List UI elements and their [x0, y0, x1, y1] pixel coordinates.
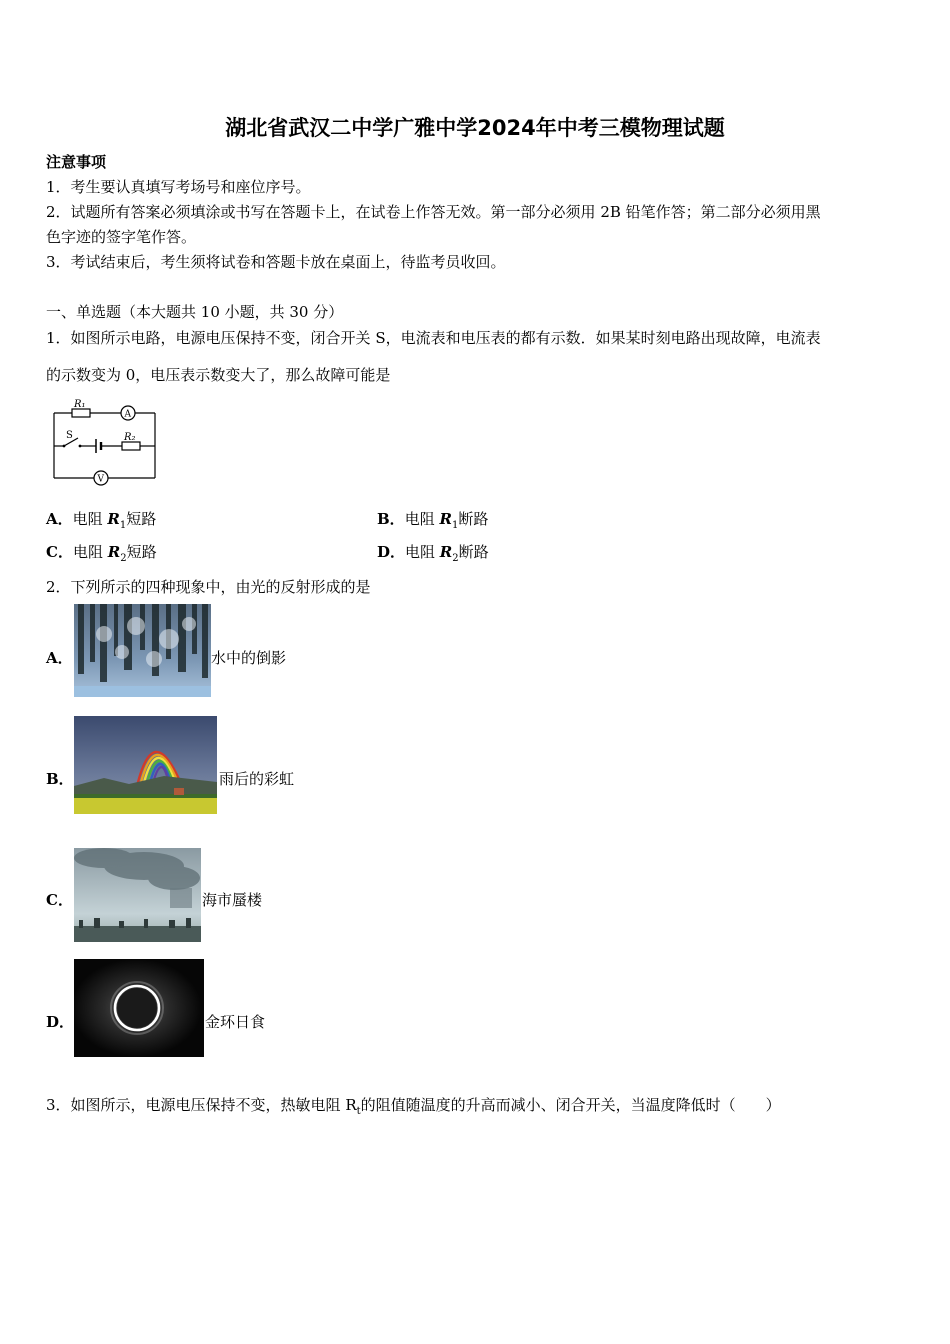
question-3-text: 3．如图所示，电源电压保持不变，热敏电阻 R: [46, 1096, 357, 1114]
resistor-symbol: R: [107, 510, 120, 528]
circuit-diagram: [48, 398, 163, 490]
reflection-photo[interactable]: [74, 604, 211, 697]
question-1-stem-cont: 的示数变为 0，电压表示数变大了，那么故障可能是: [46, 366, 391, 384]
notice-heading: 注意事项: [46, 153, 107, 171]
resistor-symbol: R: [439, 543, 453, 561]
option-text: 电阻: [72, 543, 108, 561]
voltmeter-label: V: [97, 474, 104, 485]
option-text: 短路: [126, 543, 157, 561]
resistor-subscript: 2: [120, 553, 127, 564]
resistor-subscript: 2: [452, 553, 459, 564]
question-3-text: 的阻值随温度的升高而减小、闭合开关，当温度降低时（ ）: [360, 1096, 781, 1114]
option-text: 电阻: [404, 510, 440, 528]
resistor-subscript: 1: [119, 520, 127, 531]
resistor-r2: [122, 442, 140, 450]
option-b-caption: 雨后的彩虹: [219, 770, 295, 788]
option-a-letter: A．: [46, 649, 73, 667]
page-title: 湖北省武汉二中学广雅中学2024年中考三模物理试题: [225, 116, 725, 140]
notice-item: 2．试题所有答案必须填涂或书写在答题卡上，在试卷上作答无效。第一部分必须用 2B 铅笔作答；第二部分必须用黑: [46, 203, 821, 221]
resistor-r1: [72, 409, 90, 417]
option-text: 断路: [458, 510, 489, 528]
option-letter: B．: [377, 510, 405, 528]
question-2-stem: 2．下列所示的四种现象中，由光的反射形成的是: [46, 578, 371, 596]
option-c-letter: C．: [46, 891, 73, 909]
notice-item: 1．考生要认真填写考场号和座位序号。: [46, 178, 311, 196]
option-d-caption: 金环日食: [205, 1013, 266, 1031]
section-heading: 一、单选题（本大题共 10 小题，共 30 分）: [46, 303, 344, 321]
option-text: 电阻: [405, 543, 440, 561]
option-letter: A．: [46, 510, 73, 528]
option-c[interactable]: [46, 541, 157, 564]
r1-label: R₁: [74, 399, 86, 410]
thermistor-subscript: t: [356, 1106, 361, 1117]
option-a-caption: 水中的倒影: [211, 649, 287, 667]
option-b[interactable]: [377, 508, 488, 531]
option-d-letter: D．: [46, 1013, 75, 1031]
ammeter-label: A: [124, 409, 131, 420]
question-3-stem: [46, 1094, 781, 1117]
eclipse-photo[interactable]: [74, 959, 204, 1057]
question-1-stem: 1．如图所示电路，电源电压保持不变，闭合开关 S，电流表和电压表的都有示数．如果某时刻电路出现故障，电流表: [46, 329, 821, 347]
option-c-caption: 海市蜃楼: [202, 891, 263, 909]
option-letter: D．: [377, 543, 406, 561]
resistor-symbol: R: [107, 543, 121, 561]
notice-item: 色字迹的签字笔作答。: [46, 228, 197, 246]
rainbow-photo[interactable]: [74, 716, 217, 814]
option-text: 短路: [126, 510, 157, 528]
option-b-letter: B．: [46, 770, 74, 788]
r2-label: R₂: [124, 432, 136, 443]
mirage-photo[interactable]: [74, 848, 201, 942]
option-d[interactable]: [377, 541, 489, 564]
resistor-symbol: R: [439, 510, 452, 528]
option-letter: C．: [46, 543, 73, 561]
option-a[interactable]: [46, 508, 156, 531]
option-text: 电阻: [72, 510, 108, 528]
option-text: 断路: [458, 543, 489, 561]
notice-item: 3．考试结束后，考生须将试卷和答题卡放在桌面上，待监考员收回。: [46, 253, 506, 271]
switch-label: S: [66, 430, 73, 441]
resistor-subscript: 1: [451, 520, 459, 531]
